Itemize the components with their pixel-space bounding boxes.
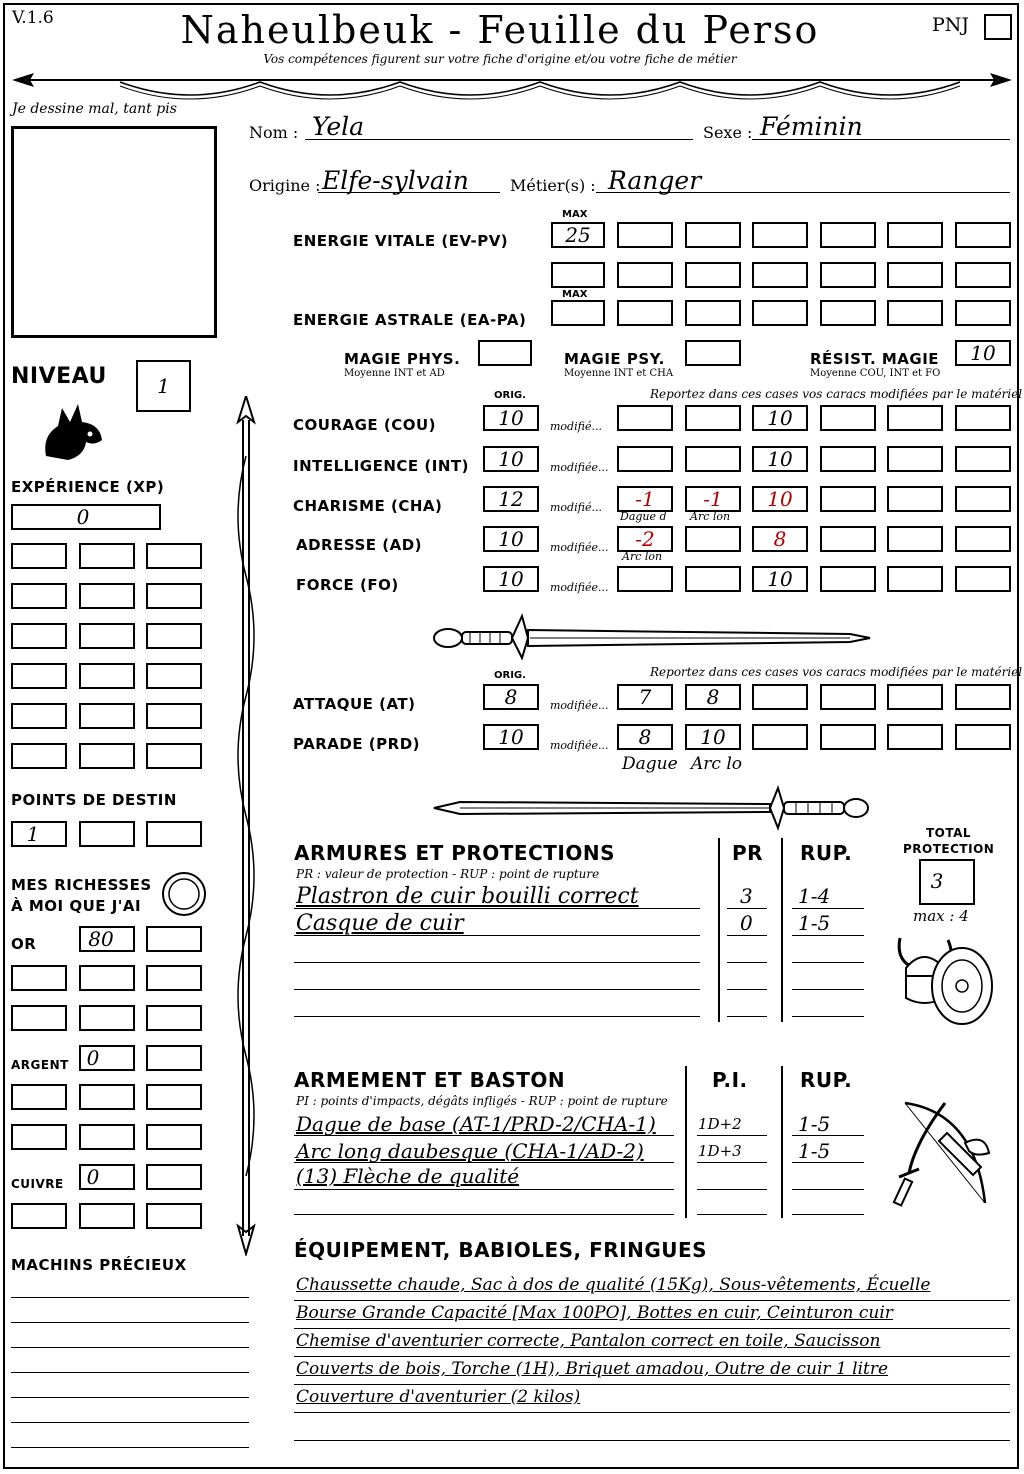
destin-value: 1: [26, 822, 40, 846]
cuivre-cell[interactable]: [146, 1203, 202, 1229]
resist-magie-value: 10: [970, 341, 996, 365]
armor-pr-header: PR: [732, 841, 764, 865]
combat-report-note: Reportez dans ces cases vos caracs modifiées par le matériel: [650, 665, 1023, 679]
cha-mod2-note: Arc lon: [690, 510, 731, 523]
at-mod2-value: 8: [706, 685, 720, 709]
weapons-divider: [781, 1066, 783, 1218]
prd-label: PARADE (PRD): [293, 735, 421, 753]
combat-note-2: Arc lo: [691, 754, 742, 774]
cuivre-label: CUIVRE: [11, 1177, 64, 1191]
ev-cell[interactable]: [820, 262, 876, 288]
fo-cell[interactable]: [617, 566, 673, 592]
portrait-box[interactable]: [11, 126, 217, 338]
at-cell[interactable]: [887, 684, 943, 710]
machins-line[interactable]: [11, 1297, 249, 1298]
equipment-line-rule: [294, 1300, 1010, 1301]
ea-cell[interactable]: [955, 300, 1011, 326]
at-mod1-value: 7: [638, 685, 652, 709]
total-protection-label-1: TOTAL: [926, 826, 972, 840]
version-label: V.1.6: [12, 8, 54, 28]
at-orig-box[interactable]: [483, 684, 539, 710]
weapons-divider: [685, 1066, 687, 1218]
cha-mod1-box[interactable]: [617, 486, 673, 512]
armor-line: [792, 908, 864, 909]
fo-orig-value: 10: [498, 567, 524, 591]
origine-label: Origine :: [249, 176, 321, 195]
cha-mod1-note: Dague d: [620, 510, 667, 523]
metier-value[interactable]: Ranger: [608, 166, 702, 195]
fo-cell[interactable]: [955, 566, 1011, 592]
combat-note-1: Dague: [622, 754, 678, 774]
coin-icon: [160, 870, 208, 918]
weapons-note: PI : points d'impacts, dégâts infligés - RUP : point de rupture: [296, 1094, 668, 1108]
sexe-label: Sexe :: [703, 123, 753, 142]
weapon-item-pi[interactable]: 1D+2: [698, 1115, 742, 1133]
prd-mod2-value: 10: [700, 725, 726, 749]
cou-orig-value: 10: [498, 406, 524, 430]
armor-line[interactable]: [727, 1016, 767, 1017]
equipment-line-rule[interactable]: [294, 1440, 1010, 1441]
total-protection-label-2: PROTECTION: [903, 842, 995, 856]
machins-line[interactable]: [11, 1347, 249, 1348]
armor-line: [727, 908, 767, 909]
nom-line: [305, 139, 693, 140]
weapons-line: [294, 1189, 674, 1190]
ad-final-box[interactable]: [752, 526, 808, 552]
machins-label: MACHINS PRÉCIEUX: [11, 1256, 187, 1274]
equipment-line[interactable]: Couverture d'aventurier (2 kilos): [296, 1387, 581, 1407]
int-orig-box[interactable]: [483, 446, 539, 472]
at-cell[interactable]: [752, 684, 808, 710]
xp-cell[interactable]: [146, 583, 202, 609]
magie-phys-label: MAGIE PHYS.: [344, 350, 461, 368]
xp-cell[interactable]: [79, 543, 135, 569]
at-cell[interactable]: [820, 684, 876, 710]
prd-orig-box[interactable]: [483, 724, 539, 750]
destin-label: POINTS DE DESTIN: [11, 791, 177, 809]
xp-cell[interactable]: [11, 703, 67, 729]
weapon-item-name[interactable]: Arc long daubesque (CHA-1/AD-2): [296, 1139, 644, 1163]
xp-cell[interactable]: [79, 623, 135, 649]
prd-mod1-box[interactable]: [617, 724, 673, 750]
cou-label: COURAGE (COU): [293, 416, 437, 434]
argent-label: ARGENT: [11, 1058, 69, 1072]
ev-max-box[interactable]: [551, 222, 605, 248]
armor-item-pr[interactable]: 3: [740, 884, 753, 908]
at-label: ATTAQUE (AT): [293, 695, 416, 713]
at-mod2-box[interactable]: [685, 684, 741, 710]
sexe-line: [752, 139, 1010, 140]
argent-cell[interactable]: [11, 1084, 67, 1110]
ad-mod1-value: -2: [635, 527, 655, 551]
cou-mod-label: modifié...: [550, 420, 602, 433]
or-cell[interactable]: [146, 926, 202, 952]
armor-item-rup[interactable]: 1-4: [798, 884, 831, 908]
prd-cell[interactable]: [820, 724, 876, 750]
weapons-line[interactable]: [294, 1214, 674, 1215]
at-orig-value: 8: [504, 685, 518, 709]
equipment-line-rule: [294, 1328, 1010, 1329]
pnj-label: PNJ: [932, 14, 970, 36]
page-title: Naheulbeuk - Feuille du Perso: [180, 8, 820, 52]
fo-label: FORCE (FO): [296, 576, 399, 594]
nom-label: Nom :: [249, 123, 299, 142]
fo-mod-label: modifiée...: [550, 581, 609, 594]
cha-cell[interactable]: [820, 486, 876, 512]
int-label: INTELLIGENCE (INT): [293, 457, 469, 475]
richesses-label-2: À MOI QUE J'AI: [11, 897, 142, 915]
destin-cell[interactable]: [79, 821, 135, 847]
ea-max-label: MAX: [562, 289, 588, 300]
origine-value[interactable]: Elfe-sylvain: [322, 166, 469, 195]
machins-line[interactable]: [11, 1322, 249, 1323]
destin-cell[interactable]: [146, 821, 202, 847]
ev-cell[interactable]: [820, 222, 876, 248]
int-cell[interactable]: [617, 446, 673, 472]
machins-line[interactable]: [11, 1447, 249, 1448]
ev-cell[interactable]: [617, 222, 673, 248]
prd-mod2-box[interactable]: [685, 724, 741, 750]
weapons-line: [792, 1135, 864, 1136]
weapons-title: ARMEMENT ET BASTON: [294, 1068, 566, 1092]
ad-label: ADRESSE (AD): [296, 536, 423, 554]
fo-cell[interactable]: [887, 566, 943, 592]
pnj-checkbox[interactable]: [984, 14, 1012, 40]
cou-cell[interactable]: [617, 405, 673, 431]
equipment-title: ÉQUIPEMENT, BABIOLES, FRINGUES: [294, 1238, 708, 1262]
xp-cell[interactable]: [146, 743, 202, 769]
xp-cell[interactable]: [146, 623, 202, 649]
cou-final-box[interactable]: [752, 405, 808, 431]
prd-cell[interactable]: [955, 724, 1011, 750]
cou-cell[interactable]: [820, 405, 876, 431]
ev-cell[interactable]: [617, 262, 673, 288]
armor-line[interactable]: [792, 989, 864, 990]
weapons-line: [792, 1162, 864, 1163]
equipment-line-rule: [294, 1384, 1010, 1385]
weapons-line: [697, 1135, 767, 1136]
weapons-line[interactable]: [792, 1214, 864, 1215]
magie-psy-box[interactable]: [685, 340, 741, 366]
destin-box[interactable]: [11, 821, 67, 847]
argent-cell[interactable]: [146, 1124, 202, 1150]
xp-box[interactable]: [11, 504, 161, 530]
armor-line[interactable]: [294, 1016, 700, 1017]
equipment-line-rule: [294, 1412, 1010, 1413]
xp-cell[interactable]: [146, 703, 202, 729]
sword-illustration: [430, 784, 875, 832]
xp-cell[interactable]: [11, 543, 67, 569]
weapons-line: [697, 1189, 767, 1190]
prd-mod1-value: 8: [638, 725, 652, 749]
xp-cell[interactable]: [146, 543, 202, 569]
combat-orig-label: ORIG.: [494, 670, 526, 681]
metier-label: Métier(s) :: [510, 176, 596, 195]
ad-mod-label: modifiée...: [550, 541, 609, 554]
ad-cell[interactable]: [685, 526, 741, 552]
ad-cell[interactable]: [820, 526, 876, 552]
nom-value[interactable]: Yela: [312, 112, 365, 141]
cuivre-cell[interactable]: [146, 1164, 202, 1190]
xp-cell[interactable]: [79, 663, 135, 689]
magie-psy-label: MAGIE PSY.: [564, 350, 665, 368]
weapons-line[interactable]: [697, 1214, 767, 1215]
cou-orig-box[interactable]: [483, 405, 539, 431]
cha-mod2-box[interactable]: [685, 486, 741, 512]
or-value: 80: [88, 927, 114, 951]
cha-mod1-value: -1: [635, 487, 655, 511]
ea-cell[interactable]: [685, 300, 741, 326]
weapon-item-name[interactable]: (13) Flèche de qualité: [296, 1164, 520, 1188]
ev-cell[interactable]: [551, 262, 605, 288]
armor-line[interactable]: [727, 989, 767, 990]
xp-cell[interactable]: [11, 583, 67, 609]
or-cell[interactable]: [79, 1005, 135, 1031]
ev-cell[interactable]: [955, 262, 1011, 288]
weapons-pi-header: P.I.: [712, 1068, 748, 1092]
xp-cell[interactable]: [11, 623, 67, 649]
magie-phys-box[interactable]: [478, 340, 532, 366]
armor-item-pr[interactable]: 0: [740, 911, 753, 935]
cuivre-cell[interactable]: [79, 1203, 135, 1229]
ev-cell[interactable]: [887, 222, 943, 248]
max-protection-note: max : 4: [913, 907, 969, 925]
armor-line: [294, 935, 700, 936]
ad-mod1-note: Arc lon: [622, 550, 663, 563]
cha-orig-value: 12: [498, 487, 524, 511]
int-cell[interactable]: [955, 446, 1011, 472]
weapons-icon: [885, 1093, 1000, 1218]
cha-orig-box[interactable]: [483, 486, 539, 512]
xp-cell[interactable]: [11, 743, 67, 769]
equipment-line[interactable]: Chaussette chaude, Sac à dos de qualité (15Kg), Sous-vêtements, Écuelle: [296, 1275, 931, 1295]
weapons-rup-header: RUP.: [800, 1068, 853, 1092]
armor-line[interactable]: [294, 962, 700, 963]
equipment-line-rule: [294, 1356, 1010, 1357]
niveau-box[interactable]: [136, 360, 191, 412]
ad-orig-box[interactable]: [483, 526, 539, 552]
magie-phys-note: Moyenne INT et AD: [344, 368, 445, 379]
fo-cell[interactable]: [685, 566, 741, 592]
weapon-item-rup[interactable]: 1-5: [798, 1112, 831, 1136]
report-note: Reportez dans ces cases vos caracs modifiées par le matériel: [650, 387, 1023, 401]
int-cell[interactable]: [887, 446, 943, 472]
ev-cell[interactable]: [887, 262, 943, 288]
total-protection-box[interactable]: [919, 859, 975, 905]
armor-divider: [718, 838, 720, 1022]
xp-cell[interactable]: [146, 663, 202, 689]
ea-cell[interactable]: [617, 300, 673, 326]
int-mod-label: modifiée...: [550, 461, 609, 474]
armor-line[interactable]: [792, 1016, 864, 1017]
prd-cell[interactable]: [752, 724, 808, 750]
cou-cell[interactable]: [955, 405, 1011, 431]
int-final-box[interactable]: [752, 446, 808, 472]
int-final-value: 10: [767, 447, 793, 471]
armor-line: [792, 935, 864, 936]
weapon-item-name[interactable]: Dague de base (AT-1/PRD-2/CHA-1): [296, 1112, 656, 1136]
spear-illustration: [226, 396, 266, 1256]
at-mod-label: modifiée...: [550, 699, 609, 712]
prd-cell[interactable]: [887, 724, 943, 750]
cou-cell[interactable]: [887, 405, 943, 431]
machins-line[interactable]: [11, 1397, 249, 1398]
ea-cell[interactable]: [752, 300, 808, 326]
resist-magie-note: Moyenne COU, INT et FO: [810, 368, 941, 379]
niveau-label: NIVEAU: [11, 364, 107, 389]
argent-cell[interactable]: [146, 1084, 202, 1110]
metier-line: [596, 192, 1010, 193]
orig-label: ORIG.: [494, 390, 526, 401]
cha-label: CHARISME (CHA): [293, 497, 443, 515]
xp-cell[interactable]: [79, 583, 135, 609]
cha-final-value: 10: [767, 487, 793, 511]
ev-cell[interactable]: [752, 222, 808, 248]
sword-illustration: [430, 612, 875, 660]
ad-cell[interactable]: [887, 526, 943, 552]
ev-label: ENERGIE VITALE (EV-PV): [293, 232, 509, 250]
niveau-value: 1: [157, 374, 170, 398]
ev-cell[interactable]: [752, 262, 808, 288]
xp-cell[interactable]: [11, 663, 67, 689]
armor-divider: [781, 838, 783, 1022]
cha-cell[interactable]: [887, 486, 943, 512]
cuivre-cell[interactable]: [11, 1203, 67, 1229]
ad-mod1-box[interactable]: [617, 526, 673, 552]
cha-cell[interactable]: [955, 486, 1011, 512]
armor-line: [294, 908, 700, 909]
cha-mod-label: modifié...: [550, 501, 602, 514]
argent-cell[interactable]: [146, 1045, 202, 1071]
equipment-line[interactable]: Bourse Grande Capacité [Max 100PO], Bottes en cuir, Ceinturon cuir: [296, 1303, 893, 1323]
ev-cell[interactable]: [685, 262, 741, 288]
ea-label: ENERGIE ASTRALE (EA-PA): [293, 311, 527, 329]
armor-line[interactable]: [727, 962, 767, 963]
cou-cell[interactable]: [685, 405, 741, 431]
or-label: OR: [11, 935, 37, 953]
ea-cell[interactable]: [820, 300, 876, 326]
prd-mod-label: modifiée...: [550, 739, 609, 752]
xp-label: EXPÉRIENCE (XP): [11, 478, 165, 496]
ea-cell[interactable]: [887, 300, 943, 326]
xp-cell[interactable]: [79, 703, 135, 729]
or-cell[interactable]: [146, 1005, 202, 1031]
or-box[interactable]: [79, 926, 135, 952]
fo-orig-box[interactable]: [483, 566, 539, 592]
or-cell[interactable]: [79, 965, 135, 991]
or-cell[interactable]: [11, 1005, 67, 1031]
weapons-line: [294, 1162, 674, 1163]
fo-cell[interactable]: [820, 566, 876, 592]
int-cell[interactable]: [820, 446, 876, 472]
ad-cell[interactable]: [955, 526, 1011, 552]
weapons-line: [697, 1162, 767, 1163]
ea-max-box[interactable]: [551, 300, 605, 326]
armor-title: ARMURES ET PROTECTIONS: [294, 841, 615, 865]
weapon-item-rup[interactable]: 1-5: [798, 1139, 831, 1163]
machins-line[interactable]: [11, 1422, 249, 1423]
origine-line: [318, 192, 500, 193]
armor-item-name[interactable]: Casque de cuir: [296, 911, 464, 936]
resist-magie-box[interactable]: [955, 340, 1011, 366]
equipment-line[interactable]: Couverts de bois, Torche (1H), Briquet amadou, Outre de cuir 1 litre: [296, 1359, 889, 1379]
fo-final-box[interactable]: [752, 566, 808, 592]
argent-box[interactable]: [79, 1045, 135, 1071]
cuivre-box[interactable]: [79, 1164, 135, 1190]
equipment-line[interactable]: Chemise d'aventurier correcte, Pantalon correct en toile, Saucisson: [296, 1331, 881, 1351]
argent-value: 0: [86, 1046, 100, 1070]
ad-orig-value: 10: [498, 527, 524, 551]
argent-cell[interactable]: [79, 1084, 135, 1110]
ev-max-value: 25: [565, 223, 591, 247]
page-subtitle: Vos compétences figurent sur votre fiche d'origine et/ou votre fiche de métier: [263, 52, 737, 66]
sexe-value[interactable]: Féminin: [760, 112, 863, 141]
argent-cell[interactable]: [79, 1124, 135, 1150]
armor-item-name[interactable]: Plastron de cuir bouilli correct: [296, 884, 639, 909]
ev-cell[interactable]: [685, 222, 741, 248]
weapons-line: [294, 1135, 674, 1136]
dragon-icon: [38, 396, 108, 466]
armor-item-rup[interactable]: 1-5: [798, 911, 831, 935]
ev-max-label: MAX: [562, 209, 588, 220]
armor-rup-header: RUP.: [800, 841, 853, 865]
weapons-line: [792, 1189, 864, 1190]
armor-line: [727, 935, 767, 936]
armor-line[interactable]: [792, 962, 864, 963]
resist-magie-label: RÉSIST. MAGIE: [810, 350, 940, 368]
armor-note: PR : valeur de protection - RUP : point de rupture: [296, 867, 600, 881]
or-cell[interactable]: [146, 965, 202, 991]
argent-cell[interactable]: [11, 1124, 67, 1150]
cuivre-value: 0: [86, 1165, 100, 1189]
xp-value: 0: [76, 505, 90, 529]
int-orig-value: 10: [498, 447, 524, 471]
total-protection-value: 3: [930, 869, 944, 893]
magie-psy-note: Moyenne INT et CHA: [564, 368, 674, 379]
cha-final-box[interactable]: [752, 486, 808, 512]
weapon-item-pi[interactable]: 1D+3: [698, 1142, 742, 1160]
armor-line[interactable]: [294, 989, 700, 990]
cha-mod2-value: -1: [703, 487, 723, 511]
portrait-caption: Je dessine mal, tant pis: [12, 101, 177, 117]
prd-orig-value: 10: [498, 725, 524, 749]
helmet-shield-icon: [890, 928, 1005, 1028]
at-mod1-box[interactable]: [617, 684, 673, 710]
machins-line[interactable]: [11, 1372, 249, 1373]
richesses-label-1: MES RICHESSES: [11, 876, 152, 894]
at-cell[interactable]: [955, 684, 1011, 710]
or-cell[interactable]: [11, 965, 67, 991]
xp-cell[interactable]: [79, 743, 135, 769]
int-cell[interactable]: [685, 446, 741, 472]
fo-final-value: 10: [767, 567, 793, 591]
ad-final-value: 8: [773, 527, 787, 551]
cou-final-value: 10: [767, 406, 793, 430]
ev-cell[interactable]: [955, 222, 1011, 248]
